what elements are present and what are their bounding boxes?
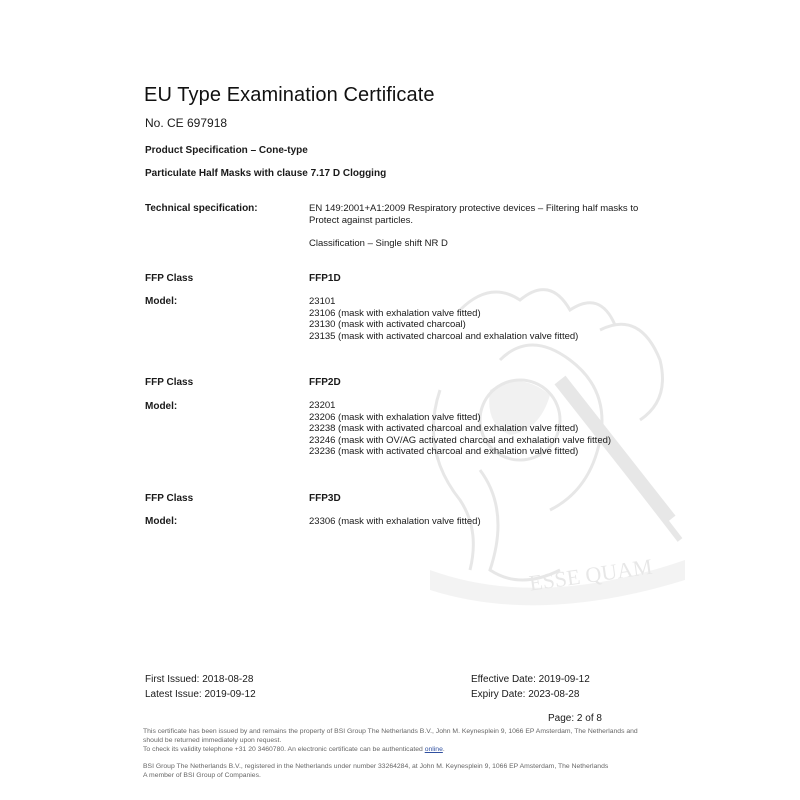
ffp-class-value: FFP3D [309,493,341,504]
ffp-class-value: FFP2D [309,377,341,388]
classification: Classification – Single shift NR D [309,238,448,249]
product-description: Particulate Half Masks with clause 7.17 D Clogging [145,168,387,179]
certificate-notice [143,727,683,754]
model-item: 23130 (mask with activated charcoal) [309,319,466,331]
effective-date: Effective Date: 2019-09-12 [471,674,590,685]
notice-text: . [442,746,445,753]
model-item: 23106 (mask with exhalation valve fitted) [309,307,481,319]
model-item: 23101 [309,296,336,307]
ffp-class-label: FFP Class [145,377,194,388]
model-label: Model: [145,516,178,527]
notice-line: This certificate has been issued by and remains the property of BSI Group The Netherlands B.V., John M. Keynesplein 9, 1066 EP Amsterdam, The Netherlands and [143,728,638,735]
certificate-title: EU Type Examination Certificate [144,84,435,106]
model-item: 23206 (mask with exhalation valve fitted) [309,411,481,423]
technical-spec-line: Protect against particles. [309,214,414,226]
certificate-number: No. CE 697918 [145,116,228,130]
notice-line [143,745,683,754]
model-item: 23201 [309,400,336,411]
model-item: 23246 (mask with OV/AG activated charcoal and exhalation valve fitted) [309,434,612,446]
watermark-motto: ESSE QUAM [527,553,654,596]
model-label: Model: [145,296,178,307]
expiry-date: Expiry Date: 2023-08-28 [471,689,580,700]
model-list [309,296,578,342]
model-label: Model: [145,401,178,412]
model-item: 23236 (mask with activated charcoal and exhalation valve fitted) [309,446,579,458]
model-list [309,516,481,528]
notice-text: To check its validity telephone +31 20 3460780. An electronic certificate can be authenticated [143,746,425,753]
product-specification: Product Specification – Cone-type [145,145,308,156]
technical-spec-value [309,203,638,226]
ffp-class-label: FFP Class [145,273,194,284]
company-registration [143,762,683,780]
ffp-class-value: FFP1D [309,273,341,284]
online-link[interactable]: online [424,746,443,753]
latest-issue: Latest Issue: 2019-09-12 [145,689,256,700]
notice-line: should be returned immediately upon request. [143,737,282,744]
registration-line: A member of BSI Group of Companies. [143,772,261,779]
technical-spec-label: Technical specification: [145,203,258,214]
registration-line: BSI Group The Netherlands B.V., registered in the Netherlands under number 33264284, at John M. Keynesplein 9, 1066 EP Amsterdam, The Netherlands [143,763,609,770]
model-item: 23306 (mask with exhalation valve fitted) [309,516,481,527]
ffp-class-label: FFP Class [145,493,194,504]
model-item: 23135 (mask with activated charcoal and exhalation valve fitted) [309,330,579,342]
page-number: Page: 2 of 8 [548,713,602,724]
model-list [309,400,611,458]
model-item: 23238 (mask with activated charcoal and exhalation valve fitted) [309,423,579,435]
technical-spec-line: EN 149:2001+A1:2009 Respiratory protective devices – Filtering half masks to [309,203,639,214]
first-issued: First Issued: 2018-08-28 [145,674,254,685]
